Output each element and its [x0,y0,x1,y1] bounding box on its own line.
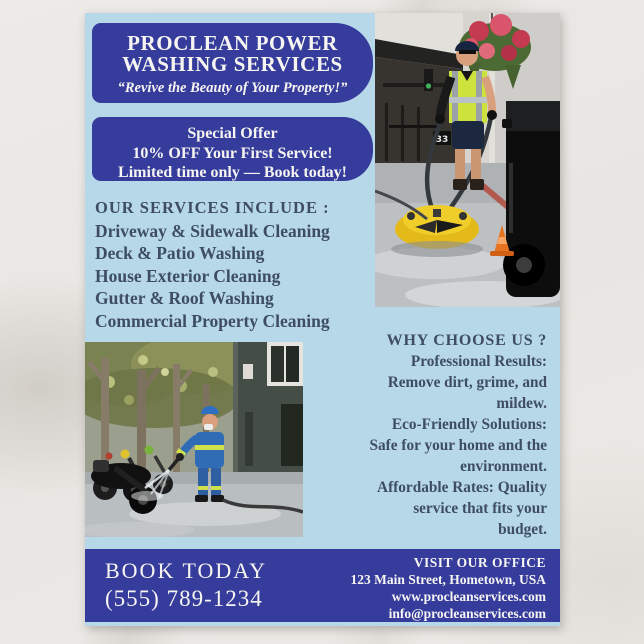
book-today-label: BOOK TODAY [105,558,268,583]
special-offer-banner [92,117,373,181]
why-choose-us-line: Remove dirt, grime, and [387,374,547,391]
email-address: info@procleanservices.com [388,606,546,621]
tagline: “Revive the Beauty of Your Property!” [117,80,348,96]
why-choose-us-section [337,330,547,540]
why-choose-us-line: Affordable Rates: Quality [377,479,547,496]
booking-block [105,558,267,614]
visit-office-heading: VISIT OUR OFFICE [413,555,546,570]
services-heading: OUR SERVICES INCLUDE : [95,198,330,217]
why-choose-us-line: Eco-Friendly Solutions: [391,416,547,433]
phone-number: (555) 789-1234 [105,586,263,611]
street-sign-text: 33 [435,135,449,145]
business-name-line2: WASHING SERVICES [122,52,343,76]
service-item: Commercial Property Cleaning [95,310,330,331]
street-address: 123 Main Street, Hometown, USA [350,572,546,587]
services-section [95,197,373,332]
photo-power-washing-surface-cleaner [375,13,560,307]
why-choose-us-line: Professional Results: [410,353,547,370]
why-choose-us-line: Safe for your home and the [369,437,547,454]
surface-cleaner-scene-illustration [375,13,560,307]
service-item: Gutter & Roof Washing [95,288,274,308]
offer-title: Special Offer [187,125,278,142]
office-block [351,554,546,622]
service-item: House Exterior Cleaning [95,265,281,286]
service-item: Deck & Patio Washing [95,243,265,263]
why-choose-us-line: mildew. [496,395,547,412]
website-url: www.procleanservices.com [391,589,546,604]
sidewalk-washing-scene-illustration [85,342,303,537]
footer-banner [85,549,560,622]
flyer [85,13,560,626]
black-suv [502,101,560,297]
why-choose-us-line: budget. [498,521,547,538]
offer-urgency: Limited time only — Book today! [118,164,347,181]
why-choose-us-line: service that fits your [413,500,547,517]
business-name-line1: PROCLEAN POWER [127,31,338,55]
header-banner [92,23,373,103]
offer-discount: 10% OFF Your First Service! [132,144,333,162]
why-choose-us-heading: WHY CHOOSE US ? [386,332,547,349]
photo-worker-washing-sidewalk [85,342,303,537]
service-item: Driveway & Sidewalk Cleaning [95,220,330,241]
why-choose-us-line: environment. [460,458,547,475]
